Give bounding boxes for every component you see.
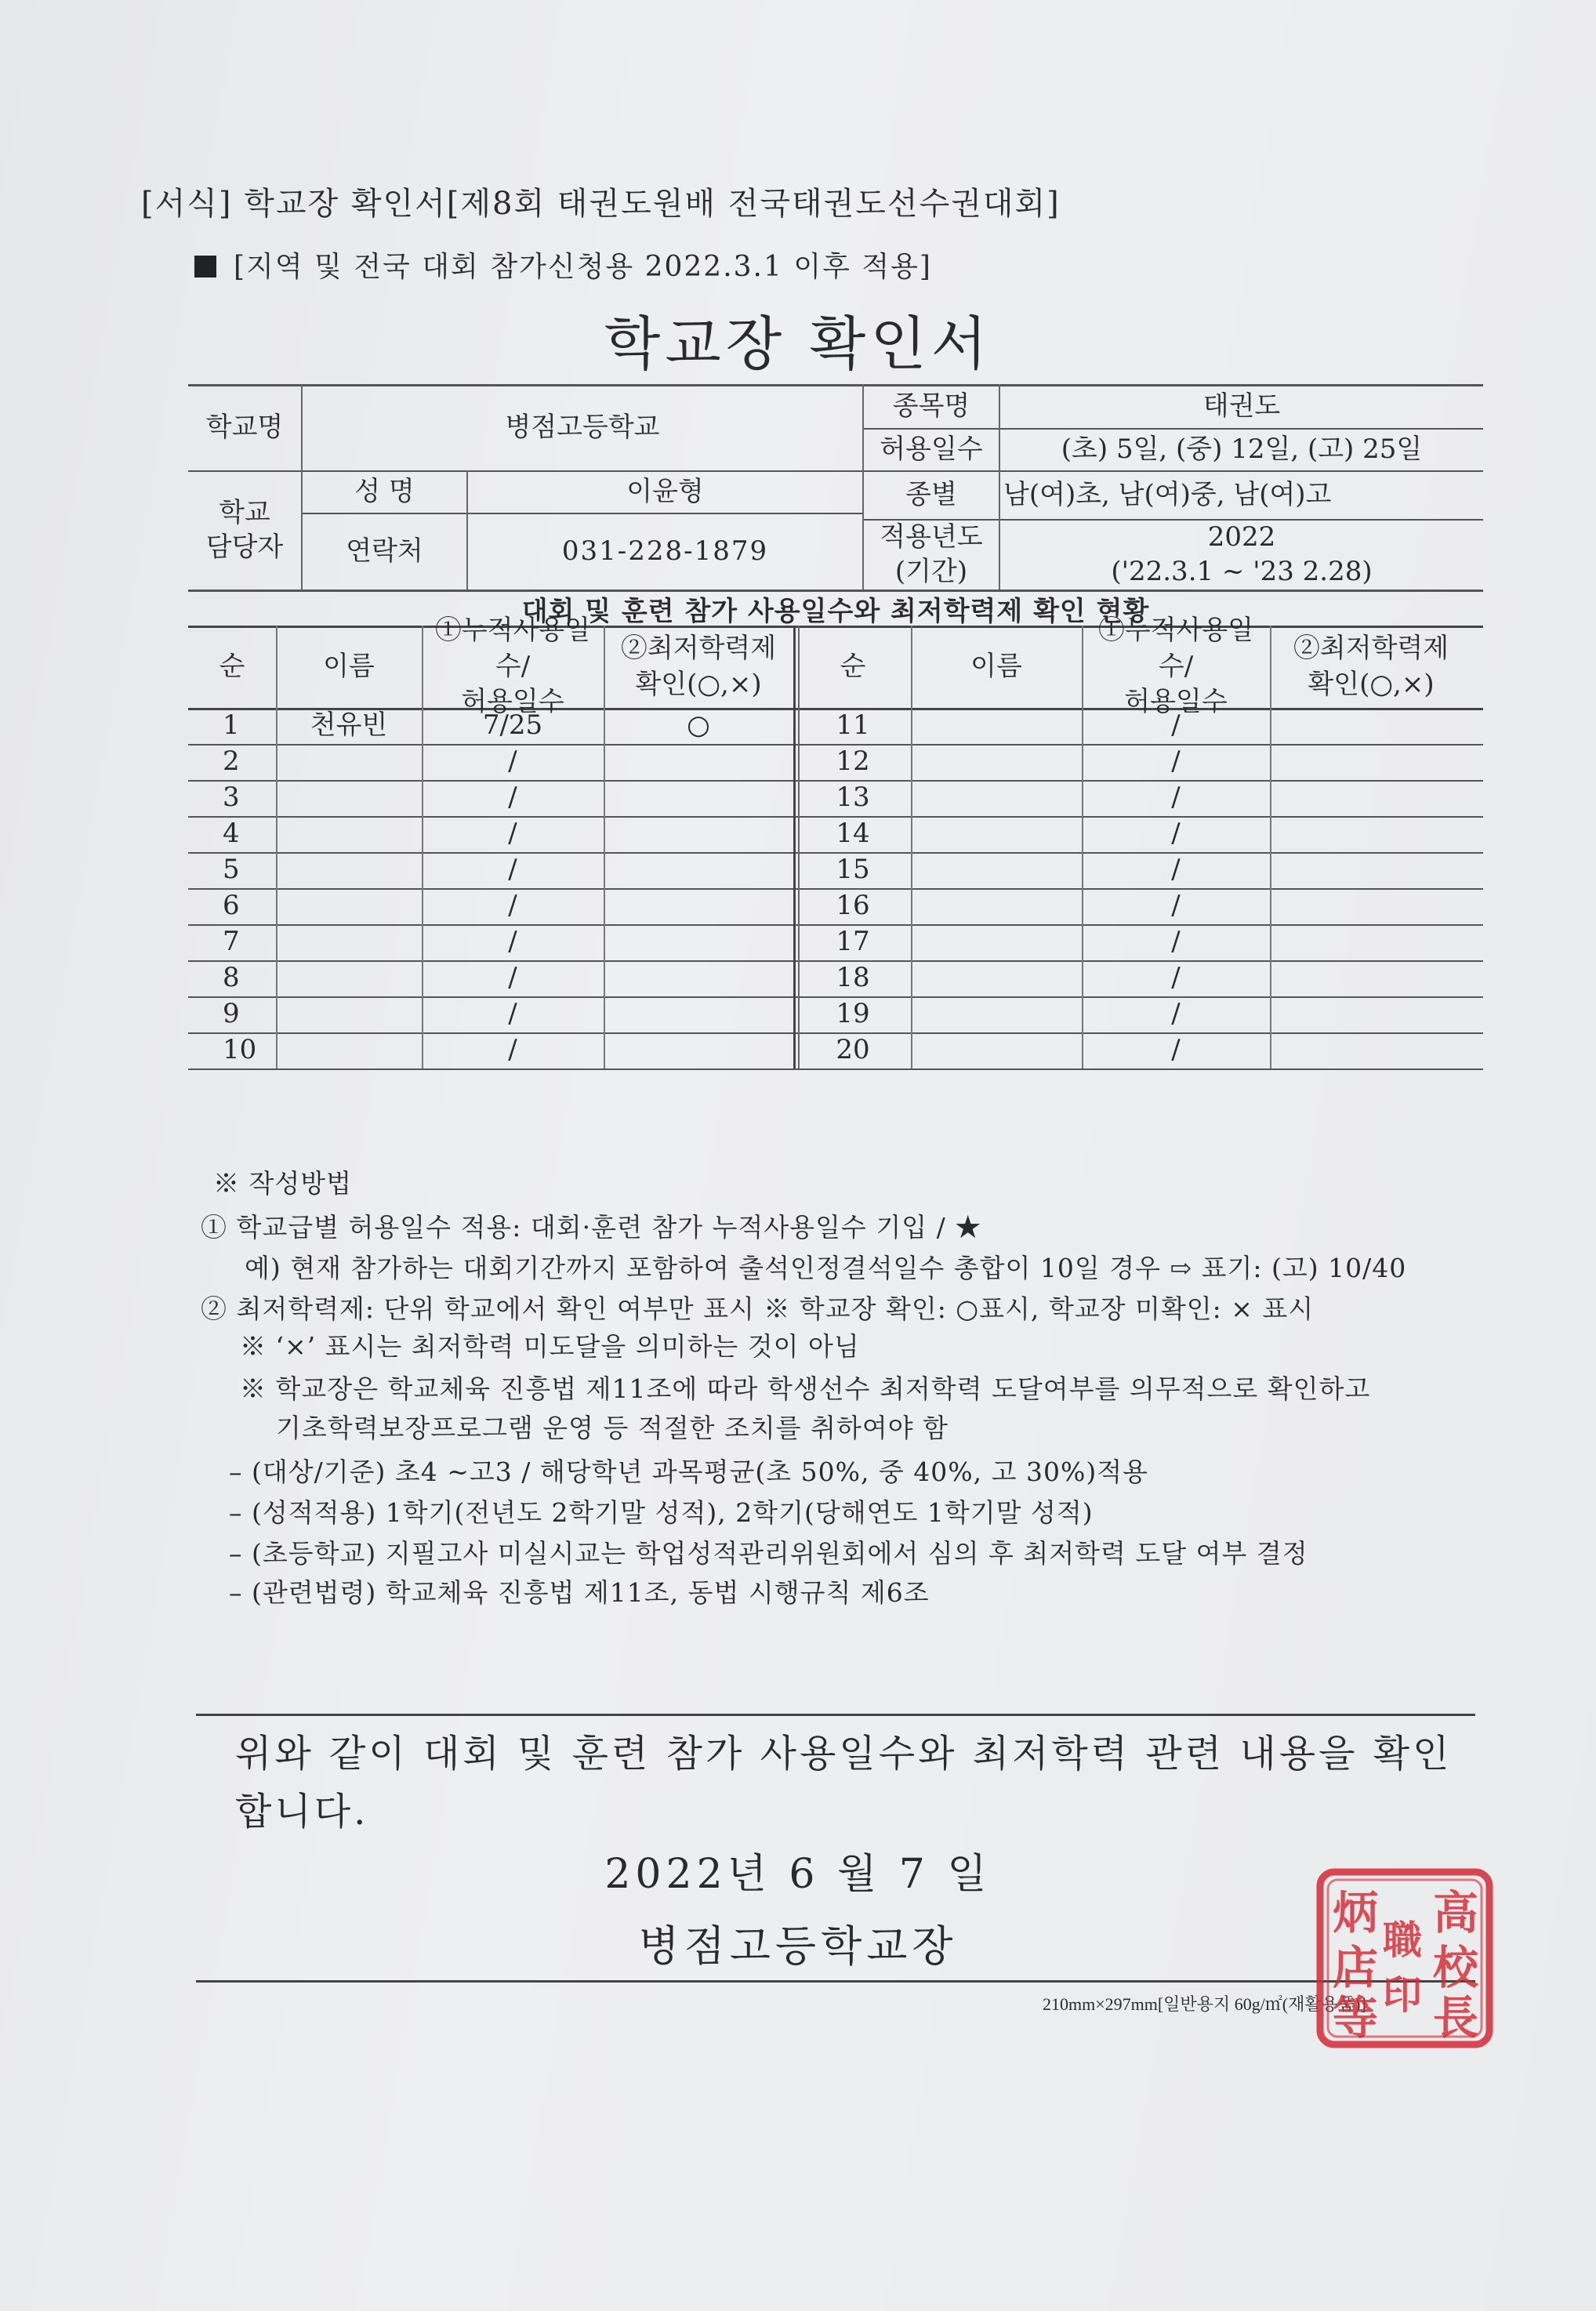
gender-label: 종별	[905, 478, 957, 510]
row-name	[276, 816, 422, 852]
school-label: 학교명	[205, 411, 284, 443]
row-name	[911, 924, 1082, 960]
row-check	[1270, 996, 1472, 1032]
row-name	[911, 960, 1082, 996]
row-days: /	[508, 890, 517, 922]
row-days: /	[1171, 746, 1181, 778]
row-check	[1270, 888, 1472, 924]
row-check	[1270, 960, 1472, 996]
table-rule	[188, 1068, 1483, 1070]
row-name	[911, 1032, 1082, 1068]
svg-text:印: 印	[1383, 1972, 1422, 2018]
row-check: ○	[687, 709, 710, 742]
row-name	[911, 708, 1082, 744]
row-check	[604, 924, 793, 960]
instruction-line: ① 학교급별 허용일수 적용: 대회·훈련 참가 누적사용일수 기입 / ★	[201, 1212, 982, 1243]
row-number: 13	[836, 782, 870, 814]
row-check	[1270, 924, 1472, 960]
row-days: /	[1171, 782, 1181, 814]
row-check	[1270, 1032, 1472, 1068]
header-days-line: 허용일수	[1124, 686, 1228, 718]
row-days: /	[1171, 926, 1181, 958]
instruction-line: – (초등학교) 지필고사 미실시교는 학업성적관리위원회에서 심의 후 최저학력 도달 여부 결정	[229, 1538, 1308, 1569]
allowed-value: (초) 5일, (중) 12일, (고) 25일	[1061, 433, 1423, 465]
instructions-heading: ※ 작성방법	[213, 1168, 353, 1199]
row-number: 16	[836, 890, 870, 922]
row-check	[1270, 744, 1472, 780]
row-days: /	[508, 854, 517, 886]
row-number: 8	[223, 962, 240, 994]
year-value	[1000, 519, 1483, 590]
row-days: /	[508, 962, 517, 994]
header-no: 순	[219, 650, 245, 682]
confirmation-text: 위와 같이 대회 및 훈련 참가 사용일수와 최저학력 관련 내용을 확인합니다.	[235, 1732, 1453, 1834]
row-name	[276, 924, 422, 960]
row-check	[604, 780, 793, 816]
school-value: 병점고등학교	[505, 411, 660, 443]
row-name	[276, 1032, 422, 1068]
header-days-line: ①누적사용일수/	[434, 614, 591, 682]
header-days	[422, 614, 604, 718]
row-name	[276, 996, 422, 1032]
row-days: /	[1171, 818, 1181, 850]
row-check	[604, 816, 793, 852]
instruction-line: ※ 학교장은 학교체육 진흥법 제11조에 따라 학생선수 최저학력 도달여부를 의무적으로 확인하고	[240, 1373, 1371, 1404]
row-days: /	[1171, 962, 1181, 994]
row-number: 18	[836, 962, 870, 994]
black-square-icon	[194, 256, 216, 278]
usage-note	[194, 245, 932, 285]
header-check-line: 확인(○,×)	[1308, 668, 1435, 700]
contact-label: 연락처	[346, 535, 423, 567]
row-days: /	[1171, 709, 1181, 742]
usage-note-text: [지역 및 전국 대회 참가신청용 2022.3.1 이후 적용]	[234, 251, 932, 283]
row-number: 10	[223, 1034, 257, 1066]
row-check	[1270, 708, 1472, 744]
row-number: 7	[223, 926, 240, 958]
row-days: /	[508, 998, 517, 1030]
row-days: /	[508, 782, 517, 814]
row-days: /	[1171, 1034, 1181, 1066]
header-name: 이름	[323, 650, 375, 682]
row-number: 4	[223, 818, 240, 850]
header-check-line: ②최저학력제	[620, 632, 777, 664]
manager-label	[188, 470, 301, 590]
svg-text:職: 職	[1383, 1917, 1422, 1963]
header-no: 순	[840, 650, 866, 682]
row-check	[1270, 816, 1472, 852]
row-number: 1	[223, 709, 240, 742]
row-days: /	[1171, 854, 1181, 886]
row-days: 7/25	[482, 709, 543, 742]
manager-label-2: 담당자	[205, 531, 284, 563]
sport-label: 종목명	[892, 390, 970, 422]
page-title: 학교장 확인서	[604, 310, 992, 378]
contact-value: 031-228-1879	[561, 535, 769, 567]
row-number: 17	[836, 926, 870, 958]
svg-text:長: 長	[1433, 1991, 1479, 2044]
row-days: /	[508, 746, 517, 778]
row-number: 12	[836, 746, 870, 778]
instruction-line: ② 최저학력제: 단위 학교에서 확인 여부만 표시 ※ 학교장 확인: ○표시, 학교장 미확인: × 표시	[201, 1293, 1315, 1324]
row-number: 19	[836, 998, 870, 1030]
participants-title: 대회 및 훈련 참가 사용일수와 최저학력제 확인 현황	[521, 596, 1150, 627]
row-number: 9	[223, 998, 240, 1030]
row-check	[604, 744, 793, 780]
form-label: [서식] 학교장 확인서[제8회 태권도원배 전국태권도선수권대회]	[141, 186, 1061, 222]
row-name	[911, 996, 1082, 1032]
school-seal-stamp	[1315, 1867, 1494, 2049]
row-check	[1270, 780, 1472, 816]
row-days: /	[508, 926, 517, 958]
row-days: /	[508, 818, 517, 850]
info-table	[188, 384, 1483, 592]
row-name	[276, 888, 422, 924]
header-days-line: ①누적사용일수/	[1097, 614, 1254, 682]
header-days	[1082, 614, 1270, 718]
instruction-line: – (성적적용) 1학기(전년도 2학기말 성적), 2학기(당해연도 1학기말 성적)	[229, 1497, 1094, 1528]
row-name: 천유빈	[310, 709, 388, 742]
row-number: 11	[836, 709, 870, 742]
row-check	[604, 996, 793, 1032]
row-name	[276, 852, 422, 888]
row-name	[911, 852, 1082, 888]
divider	[196, 1980, 1475, 1983]
header-check-line: 확인(○,×)	[635, 668, 762, 700]
svg-text:高: 高	[1433, 1886, 1479, 1939]
signer-name: 병점고등학교장	[638, 1921, 958, 1971]
confirmation-date: 2022년 6 월 7 일	[604, 1851, 992, 1898]
period-value: ('22.3.1 ~ '23 2.28)	[1111, 556, 1373, 587]
row-number: 15	[836, 854, 870, 886]
year-value-text: 2022	[1207, 521, 1276, 553]
row-name	[911, 816, 1082, 852]
row-name	[276, 744, 422, 780]
name-value: 이윤형	[626, 475, 704, 507]
instruction-line: ※ ‘×’ 표시는 최저학력 미도달을 의미하는 것이 아님	[240, 1331, 860, 1362]
year-label-1: 적용년도	[880, 521, 983, 553]
row-number: 20	[836, 1034, 870, 1066]
row-name	[911, 780, 1082, 816]
header-days-line: 허용일수	[461, 686, 564, 718]
row-check	[1270, 852, 1472, 888]
allowed-label: 허용일수	[880, 433, 983, 465]
participants-table	[188, 614, 1483, 1068]
row-days: /	[1171, 890, 1181, 922]
header-check	[1270, 626, 1472, 708]
svg-text:店: 店	[1333, 1941, 1379, 1994]
row-days: /	[1171, 998, 1181, 1030]
instruction-line: 예) 현재 참가하는 대회기간까지 포함하여 출석인정결석일수 총합이 10일 경우 ⇨ 표기: (고) 10/40	[245, 1253, 1407, 1283]
row-check	[604, 1032, 793, 1068]
row-name	[276, 960, 422, 996]
paper-size-note: 210mm×297mm[일반용지 60g/㎡(재활용품)]	[1043, 1994, 1366, 2014]
row-name	[911, 744, 1082, 780]
header-name: 이름	[970, 650, 1022, 682]
row-name	[276, 780, 422, 816]
header-check	[604, 626, 793, 708]
svg-text:校: 校	[1433, 1941, 1479, 1994]
year-label	[864, 519, 999, 590]
instruction-line: 기초학력보장프로그램 운영 등 적절한 조치를 취하여야 함	[276, 1413, 949, 1443]
name-label: 성 명	[354, 475, 415, 507]
gender-value: 남(여)초, 남(여)중, 남(여)고	[1003, 478, 1332, 510]
row-number: 2	[223, 746, 240, 778]
svg-text:等: 等	[1333, 1991, 1379, 2044]
header-check-line: ②최저학력제	[1293, 632, 1449, 664]
row-days: /	[508, 1034, 517, 1066]
row-check	[604, 960, 793, 996]
row-number: 5	[223, 854, 240, 886]
divider	[196, 1714, 1475, 1716]
row-check	[604, 888, 793, 924]
manager-label-1: 학교	[219, 496, 270, 528]
row-check	[604, 852, 793, 888]
instruction-line: – (대상/기준) 초4 ~고3 / 해당학년 과목평균(초 50%, 중 40%, 고 30%)적용	[229, 1457, 1148, 1487]
row-number: 6	[223, 890, 240, 922]
row-number: 14	[836, 818, 870, 850]
row-name	[911, 888, 1082, 924]
year-label-2: (기간)	[894, 556, 968, 587]
row-number: 3	[223, 782, 240, 814]
sport-value: 태권도	[1202, 390, 1281, 422]
svg-text:炳: 炳	[1333, 1886, 1379, 1939]
instruction-line: – (관련법령) 학교체육 진흥법 제11조, 동법 시행규칙 제6조	[229, 1577, 930, 1608]
